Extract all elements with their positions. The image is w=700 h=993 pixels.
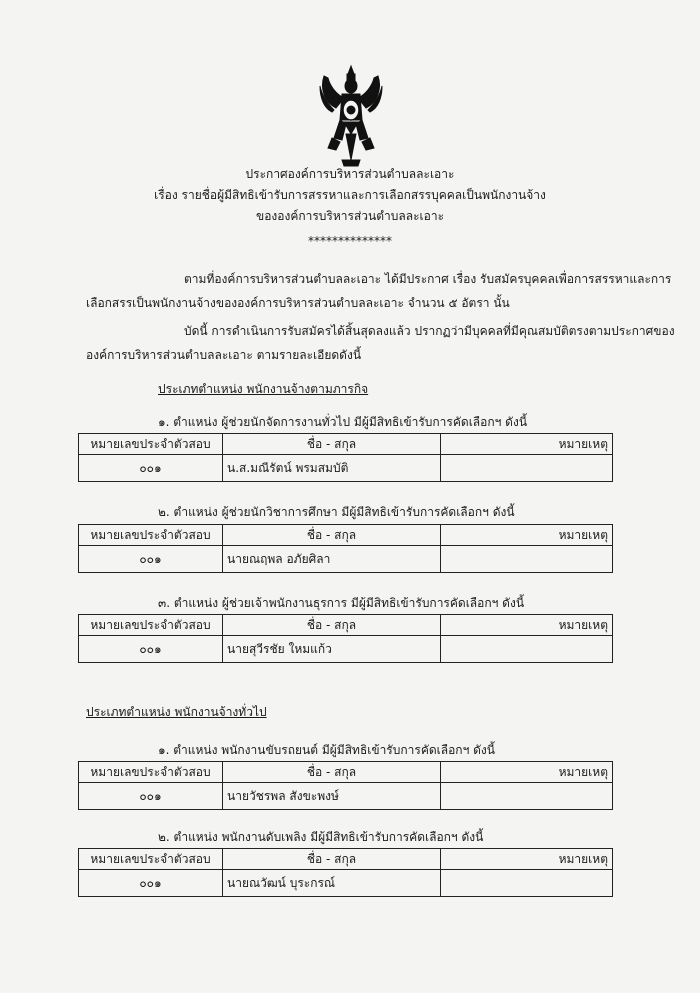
column-header-name: ชื่อ - สกุล bbox=[223, 434, 441, 455]
paragraph-2-line-2: องค์การบริหารส่วนตำบลละเอาะ ตามรายละเอียดดังนี้ bbox=[86, 348, 362, 362]
column-header-id: หมายเลขประจำตัวสอบ bbox=[79, 762, 223, 783]
candidate-table bbox=[78, 761, 613, 810]
exam-id-cell: ๐๐๑ bbox=[79, 636, 223, 663]
candidate-name-cell: น.ส.มณีรัตน์ พรมสมบัติ bbox=[223, 455, 441, 482]
table-row bbox=[79, 636, 613, 663]
candidate-name-cell: นายสุวีรชัย ใหมแก้ว bbox=[223, 636, 441, 663]
exam-id-cell: ๐๐๑ bbox=[79, 783, 223, 810]
candidate-name-cell: นายณวัฒน์ บุระกรณ์ bbox=[223, 870, 441, 897]
note-cell bbox=[441, 636, 613, 663]
column-header-name: ชื่อ - สกุล bbox=[223, 849, 441, 870]
announcement-subject-cont: ขององค์การบริหารส่วนตำบลละเอาะ bbox=[255, 209, 445, 223]
table-row bbox=[79, 870, 613, 897]
note-cell bbox=[441, 546, 613, 573]
column-header-note: หมายเหตุ bbox=[441, 434, 613, 455]
garuda-emblem-icon bbox=[318, 64, 384, 168]
column-header-name: ชื่อ - สกุล bbox=[223, 762, 441, 783]
exam-id-cell: ๐๐๑ bbox=[79, 455, 223, 482]
column-header-note: หมายเหตุ bbox=[441, 525, 613, 546]
note-cell bbox=[441, 455, 613, 482]
table-row bbox=[79, 783, 613, 810]
position-heading: ๓. ตำแหน่ง ผู้ช่วยเจ้าพนักงานธุรการ มีผู้มีสิทธิเข้ารับการคัดเลือกฯ ดังนี้ bbox=[158, 596, 525, 610]
exam-id-cell: ๐๐๑ bbox=[79, 546, 223, 573]
announcement-title: ประกาศองค์การบริหารส่วนตำบลละเอาะ bbox=[245, 167, 455, 181]
section-2-title: ประเภทตำแหน่ง พนักงานจ้างทั่วไป bbox=[86, 705, 267, 719]
column-header-note: หมายเหตุ bbox=[441, 849, 613, 870]
candidate-table bbox=[78, 614, 613, 663]
paragraph-1-line-2: เลือกสรรเป็นพนักงานจ้างขององค์การบริหารส่วนตำบลละเอาะ จำนวน ๕ อัตรา นั้น bbox=[86, 296, 510, 310]
paragraph-1-line-1: ตามที่องค์การบริหารส่วนตำบลละเอาะ ได้มีประกาศ เรื่อง รับสมัครบุคคลเพื่อการสรรหาและการ bbox=[184, 272, 672, 286]
section-1-title: ประเภทตำแหน่ง พนักงานจ้างตามภารกิจ bbox=[158, 382, 369, 396]
candidate-table bbox=[78, 524, 613, 573]
column-header-id: หมายเลขประจำตัวสอบ bbox=[79, 525, 223, 546]
column-header-note: หมายเหตุ bbox=[441, 762, 613, 783]
column-header-id: หมายเลขประจำตัวสอบ bbox=[79, 849, 223, 870]
exam-id-cell: ๐๐๑ bbox=[79, 870, 223, 897]
candidate-name-cell: นายวัชรพล สังขะพงษ์ bbox=[223, 783, 441, 810]
position-heading: ๒. ตำแหน่ง พนักงานดับเพลิง มีผู้มีสิทธิเข้ารับการคัดเลือกฯ ดังนี้ bbox=[158, 830, 484, 844]
candidate-table bbox=[78, 848, 613, 897]
note-cell bbox=[441, 870, 613, 897]
column-header-name: ชื่อ - สกุล bbox=[223, 525, 441, 546]
position-heading: ๑. ตำแหน่ง พนักงานขับรถยนต์ มีผู้มีสิทธิเข้ารับการคัดเลือกฯ ดังนี้ bbox=[158, 743, 495, 757]
announcement-subject: เรื่อง รายชื่อผู้มีสิทธิเข้ารับการสรรหาและการเลือกสรรบุคคลเป็นพนักงานจ้าง bbox=[154, 188, 546, 202]
candidate-table bbox=[78, 433, 613, 482]
column-header-id: หมายเลขประจำตัวสอบ bbox=[79, 434, 223, 455]
position-heading: ๒. ตำแหน่ง ผู้ช่วยนักวิชาการศึกษา มีผู้มีสิทธิเข้ารับการคัดเลือกฯ ดังนี้ bbox=[158, 505, 515, 519]
position-heading: ๑. ตำแหน่ง ผู้ช่วยนักจัดการงานทั่วไป มีผู้มีสิทธิเข้ารับการคัดเลือกฯ ดังนี้ bbox=[158, 415, 528, 429]
column-header-name: ชื่อ - สกุล bbox=[223, 615, 441, 636]
column-header-id: หมายเลขประจำตัวสอบ bbox=[79, 615, 223, 636]
column-header-note: หมายเหตุ bbox=[441, 615, 613, 636]
paragraph-2-line-1: บัดนี้ การดำเนินการรับสมัครได้สิ้นสุดลงแล้ว ปรากฏว่ามีบุคคลที่มีคุณสมบัติตรงตามประกาศของ bbox=[184, 324, 675, 338]
candidate-name-cell: นายณฤพล อภัยศิลา bbox=[223, 546, 441, 573]
note-cell bbox=[441, 783, 613, 810]
table-row bbox=[79, 455, 613, 482]
table-row bbox=[79, 546, 613, 573]
star-divider: ************** bbox=[308, 234, 392, 248]
